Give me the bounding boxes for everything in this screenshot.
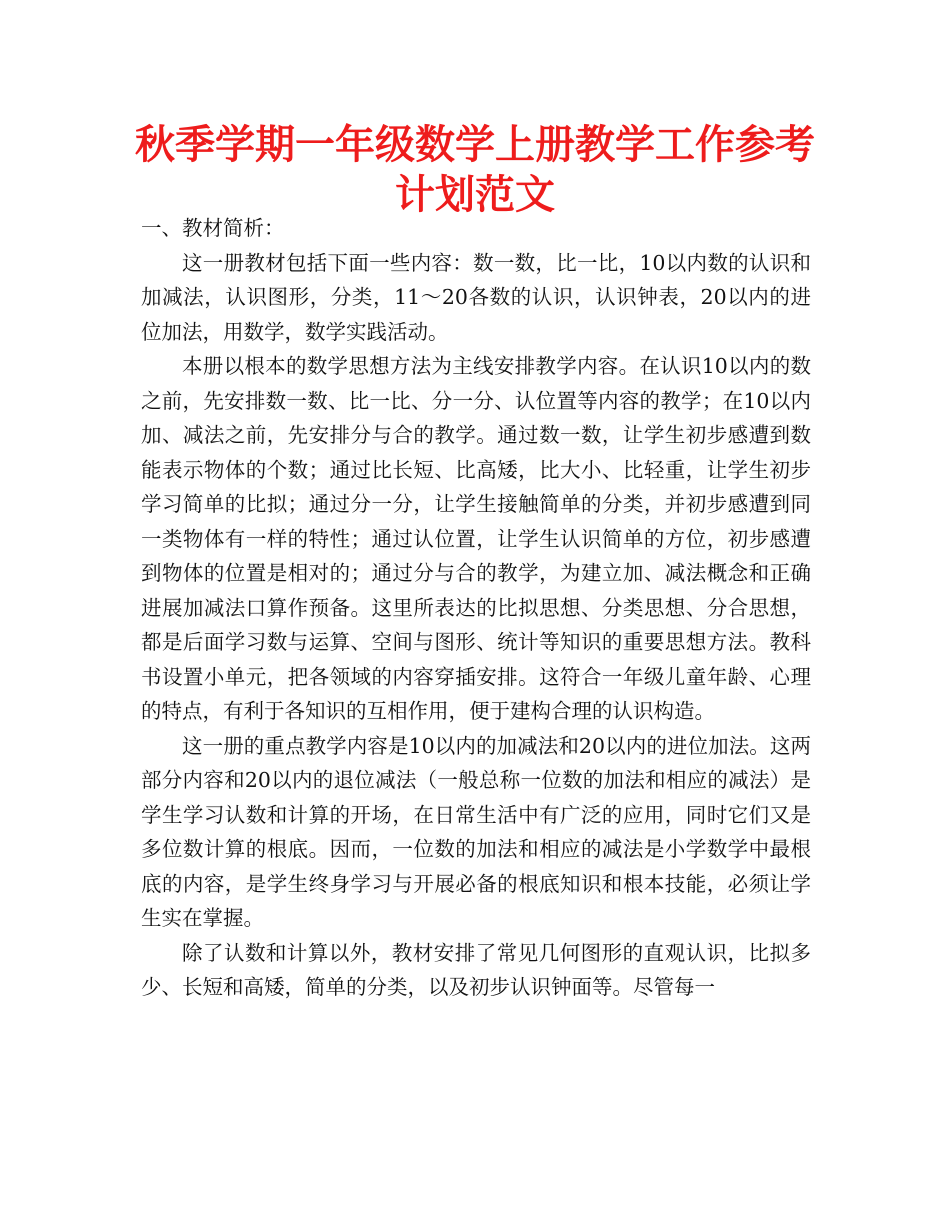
- section-heading: 一、教材简析：: [141, 216, 285, 240]
- document-title: 秋季学期一年级数学上册教学工作参考计划范文: [135, 122, 815, 218]
- paragraph-other-content: 除了认数和计算以外，教材安排了常见几何图形的直观认识，比拟多少、长短和高矮，简单的分类，以及初步认识钟面等。尽管每一: [141, 940, 811, 999]
- document-body: [141, 211, 811, 1005]
- paragraph-key-content: 这一册的重点教学内容是10以内的加减法和20以内的进位加法。这两部分内容和20以内的退位减法（一般总称一位数的加法和相应的减法）是学生学习认数和计算的开场，在日常生活中有广泛的应用，同时它们又是多位数计算的根底。因而，一位数的加法和相应的减法是小学数学中最根底的内容，是学生终身学习与开展必备的根底知识和根本技能，必须让学生实在掌握。: [141, 733, 811, 930]
- paragraph-contents: 这一册教材包括下面一些内容：数一数，比一比，10以内数的认识和加减法，认识图形，分类，11～20各数的认识，认识钟表，20以内的进位加法，用数学，数学实践活动。: [141, 250, 811, 344]
- paragraph-method: 本册以根本的数学思想方法为主线安排教学内容。在认识10以内的数之前，先安排数一数、比一比、分一分、认位置等内容的教学；在10以内加、减法之前，先安排分与合的教学。通过数一数，让学生初步感遭到数能表示物体的个数；通过比长短、比高矮，比大小、比轻重，让学生初步学习简单的比拟；通过分一分，让学生接触简单的分类，并初步感遭到同一类物体有一样的特性；通过认位置，让学生认识简单的方位，初步感遭到物体的位置是相对的；通过分与合的教学，为建立加、减法概念和正确进展加减法口算作预备。这里所表达的比拟思想、分类思想、分合思想，都是后面学习数与运算、空间与图形、统计等知识的重要思想方法。教科书设置小单元，把各领域的内容穿插安排。这符合一年级儿童年龄、心理的特点，有利于各知识的互相作用，便于建构合理的认识构造。: [141, 354, 811, 723]
